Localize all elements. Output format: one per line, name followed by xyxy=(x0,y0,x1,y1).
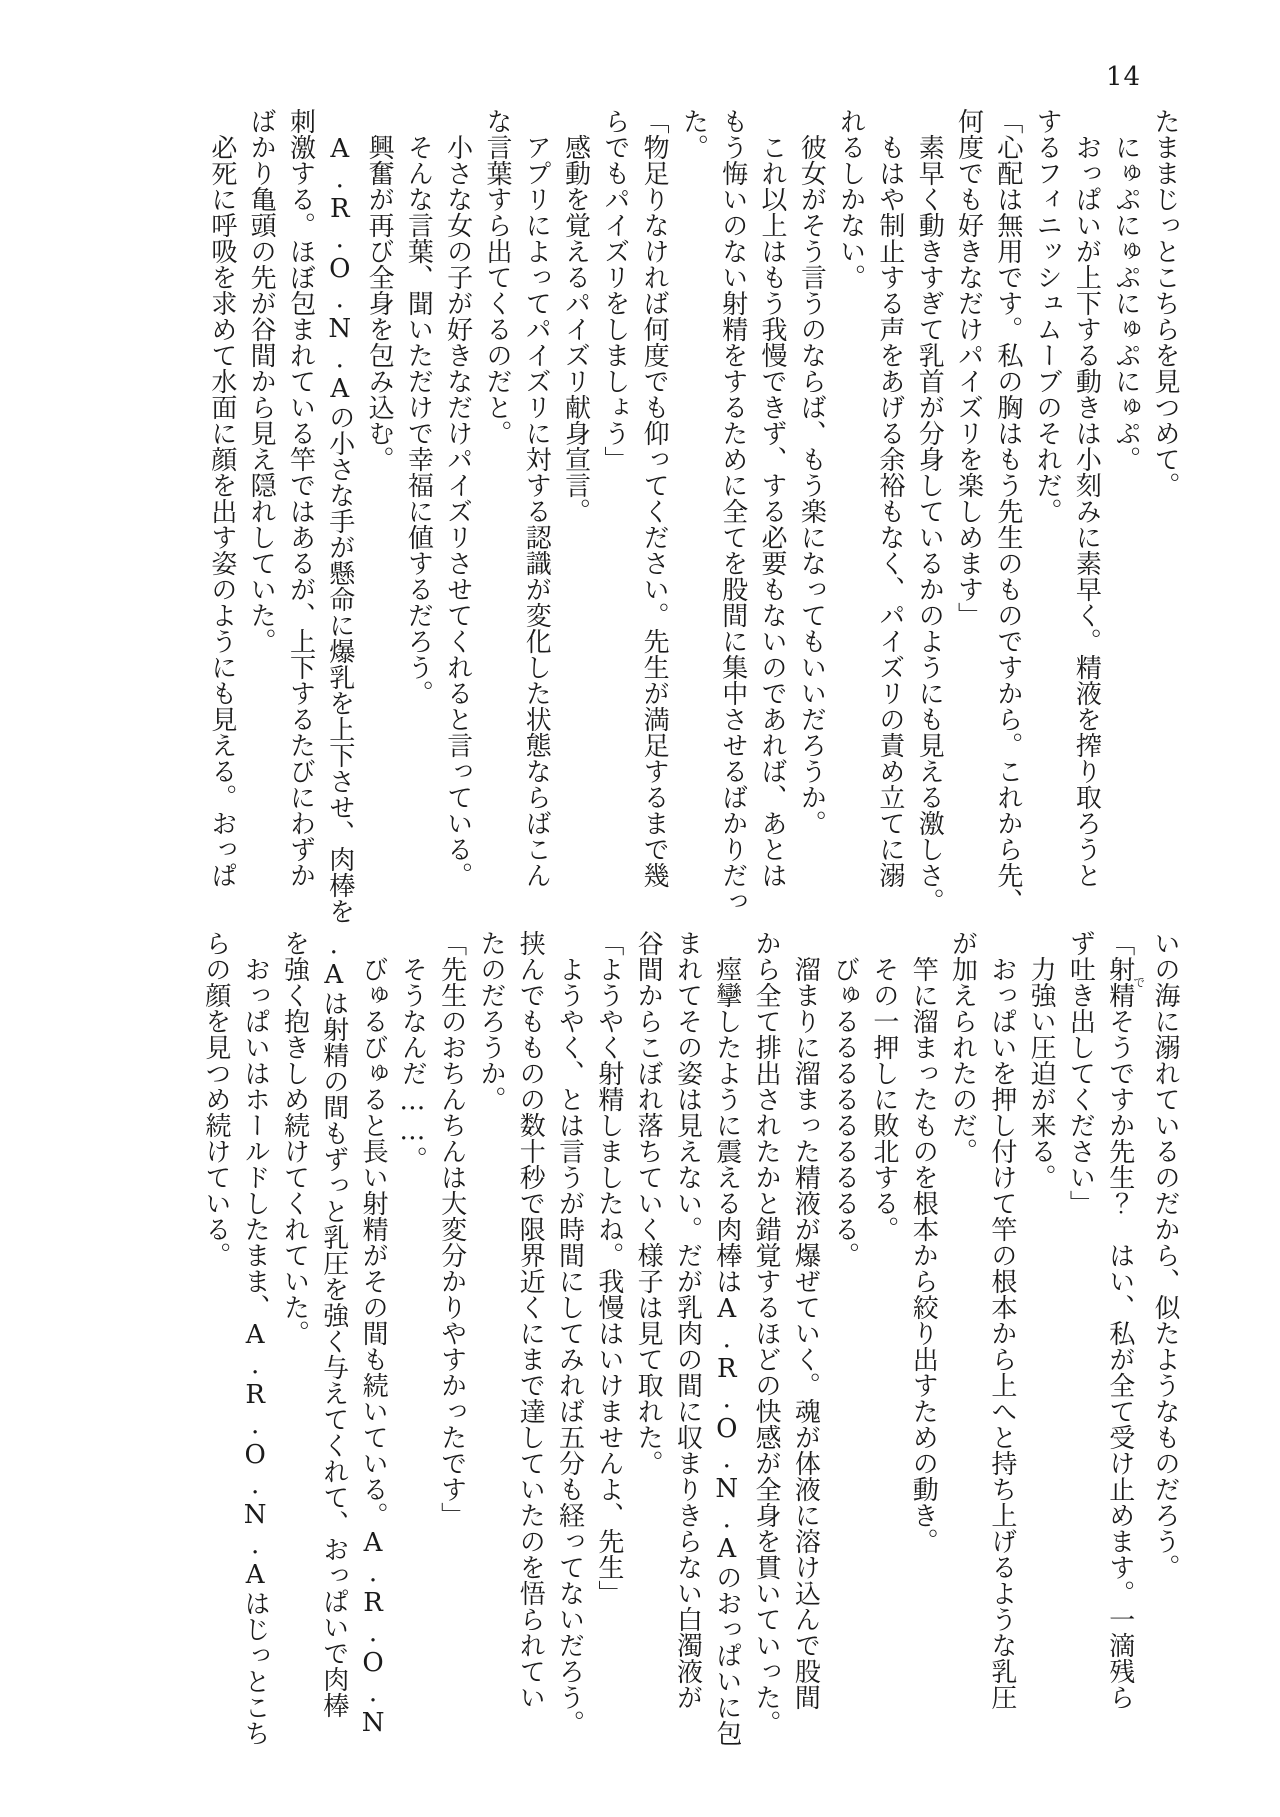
text-column: な言葉すら出てくるのだと。 xyxy=(481,108,512,446)
text-column: 興奮が再び全身を包み込む。 xyxy=(364,108,395,472)
text-column: もはや制止する声をあげる余裕もなく、パイズリの責め立てに溺 xyxy=(874,108,905,888)
text-column: その一押しに敗北する。 xyxy=(868,930,899,1242)
text-column: 「射精でそうですか先生？ はい、私が全て受け止めます。一滴残ら xyxy=(1104,930,1146,1710)
text-column: 痙攣したように震える肉棒はA.R.O.N.Aのおっぱいに包 xyxy=(711,930,742,1746)
text-column: びゅるるるるるるるるる。 xyxy=(829,930,860,1268)
text-column: おっぱいを押し付けて竿の根本から上へと持ち上げるような乳圧 xyxy=(986,930,1017,1710)
text-block-bottom xyxy=(194,930,1184,1752)
text-column: 溜まりに溜まった精液が爆ぜていく。魂が体液に溶け込んで股間 xyxy=(790,930,821,1710)
text-column: 感動を覚えるパイズリ献身宣言。 xyxy=(560,108,591,524)
text-column: 何度でも好きなだけパイズリを楽しめます」 xyxy=(953,108,984,628)
text-column: らの顔を見つめ続けている。 xyxy=(200,930,231,1268)
text-column: 谷間からこぼれ落ちていく様子は見て取れた。 xyxy=(633,930,664,1476)
text-column: にゅぷにゅぷにゅぷにゅぷ。 xyxy=(1110,108,1141,472)
text-column: 刺激する。ほぼ包まれている竿ではあるが、上下するたびにわずか xyxy=(285,108,316,888)
text-column: するフィニッシュムーブのそれだ。 xyxy=(1032,108,1063,524)
text-column: びゅるびゅると長い射精がその間も続いている。A.R.O.N xyxy=(358,930,389,1738)
text-column: たままじっとこちらを見つめて。 xyxy=(1150,108,1180,498)
text-column: 「心配は無用です。私の胸はもう先生のものですから。これから先、 xyxy=(992,108,1023,914)
text-column: ず吐き出してください」 xyxy=(1065,930,1096,1216)
text-block-top xyxy=(194,108,1184,924)
text-column: そんな言葉、聞いただけで幸福に値するだろう。 xyxy=(403,108,434,706)
text-column: 彼女がそう言うのならば、もう楽になってもいいだろうか。 xyxy=(796,108,827,836)
text-column: アプリによってパイズリに対する認識が変化した状態ならばこん xyxy=(521,108,552,888)
page-number: 14 xyxy=(1106,62,1142,92)
text-column: が加えられたのだ。 xyxy=(947,930,978,1164)
ruby-reading: で xyxy=(1131,956,1146,1008)
text-column: を強く抱きしめ続けてくれていた。 xyxy=(279,930,310,1346)
text-column: から全て排出されたかと錯覚するほどの快感が全身を貫いていった。 xyxy=(751,930,782,1736)
text-column: た。 xyxy=(678,108,709,160)
text-column: 挟んでもものの数十秒で限界近くにまで達していたのを悟られてい xyxy=(515,930,546,1710)
text-column: 小さな女の子が好きなだけパイズリさせてくれると言っている。 xyxy=(442,108,473,888)
text-column: 「先生のおちんちんは大変分かりやすかったです」 xyxy=(436,930,467,1528)
text-column: らでもパイズリをしましょう」 xyxy=(599,108,630,472)
text-column: 必死に呼吸を求めて水面に顔を出す姿のようにも見える。おっぱ xyxy=(206,108,237,888)
text-column: れるしかない。 xyxy=(835,108,866,290)
text-column: 竿に溜まったものを根本から絞り出すための動き。 xyxy=(908,930,939,1554)
text-column: おっぱいが上下する動きは小刻みに素早く。精液を搾り取ろうと xyxy=(1071,108,1102,888)
text-column: 力強い圧迫が来る。 xyxy=(1026,930,1057,1190)
text-column: まれてその姿は見えない。だが乳肉の間に収まりきらない白濁液が xyxy=(672,930,703,1710)
text-column: 「物足りなければ何度でも仰ってください。先生が満足するまで幾 xyxy=(639,108,670,888)
text-column: いの海に溺れているのだから、似たようなものだろう。 xyxy=(1150,930,1180,1580)
ruby-annotated-word: 射精で xyxy=(1104,956,1146,1008)
text-column: これ以上はもう我慢できず、する必要もないのであれば、あとは xyxy=(757,108,788,888)
text-column: ばかり亀頭の先が谷間から見え隠れしていた。 xyxy=(246,108,277,654)
text-column: たのだろうか。 xyxy=(475,930,506,1112)
text-column: そうなんだ……。 xyxy=(397,930,428,1172)
text-column: 「ようやく射精しましたね。我慢はいけませんよ、先生」 xyxy=(593,930,624,1606)
text-column: おっぱいはホールドしたまま、A.R.O.N.Aはじっとこち xyxy=(240,930,271,1746)
text-column: .Aは射精の間もずっと乳圧を強く与えてくれて、おっぱいで肉棒 xyxy=(318,930,349,1718)
text-column: ようやく、とは言うが時間にしてみれば五分も経ってないだろう。 xyxy=(554,930,585,1736)
text-column: 素早く動きすぎて乳首が分身しているかのようにも見える激しさ。 xyxy=(914,108,945,914)
text-column: もう悔いのない射精をするために全てを股間に集中させるばかりだっ xyxy=(717,108,748,914)
text-column: A.R.O.N.Aの小さな手が懸命に爆乳を上下させ、肉棒を xyxy=(324,108,355,924)
